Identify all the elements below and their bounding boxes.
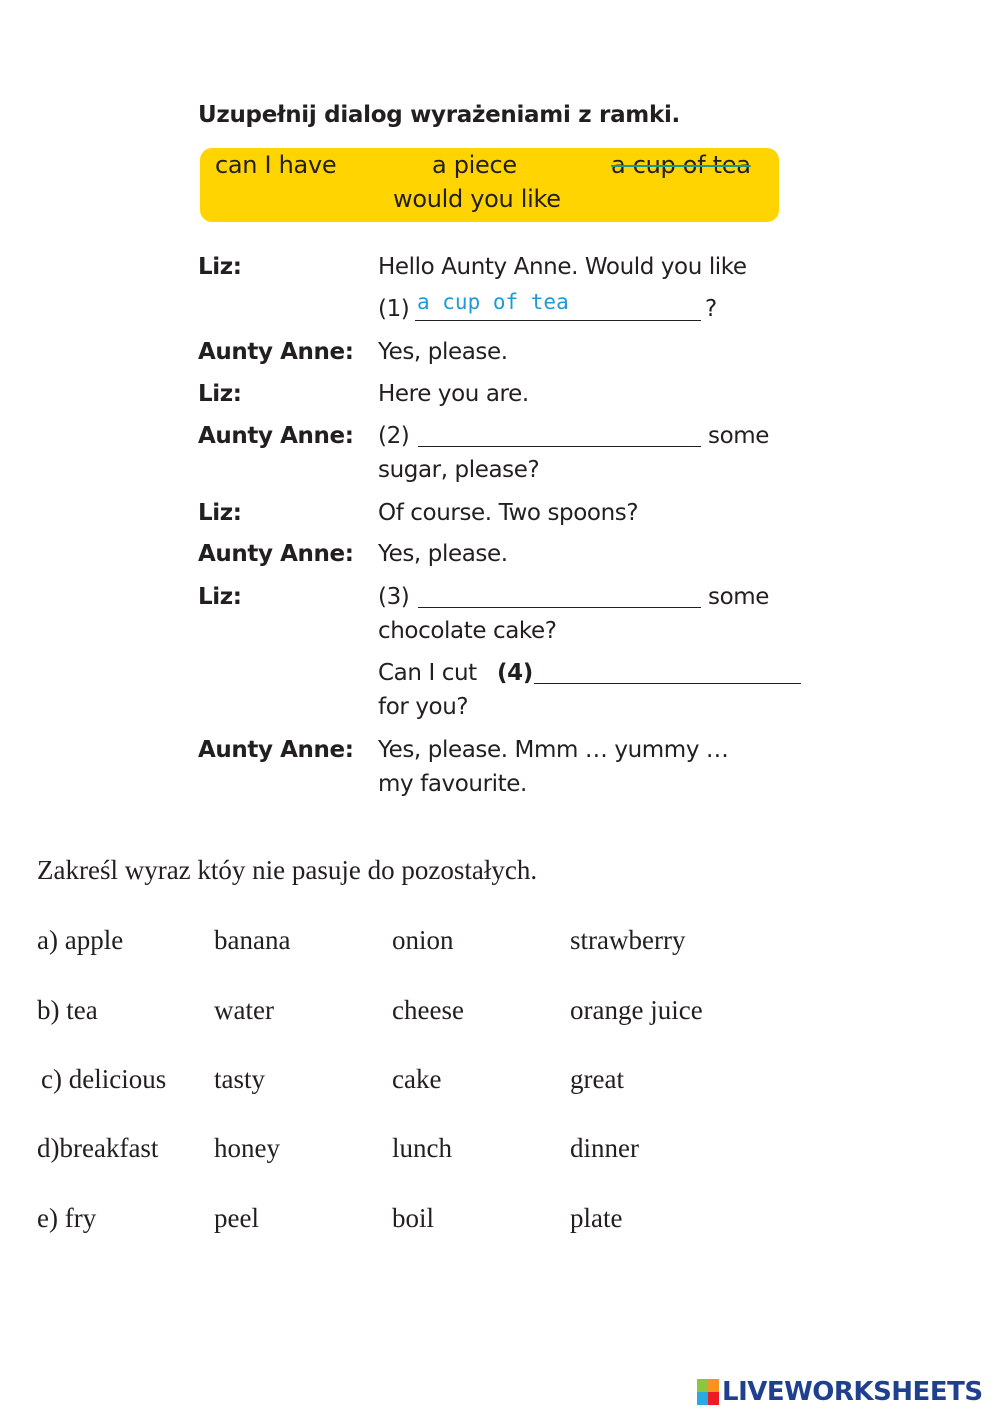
word-option[interactable]: b) tea xyxy=(37,995,98,1025)
word-option[interactable]: plate xyxy=(570,1203,623,1233)
speaker-label: Aunty Anne: xyxy=(198,541,354,567)
word-option[interactable]: honey xyxy=(214,1133,280,1163)
speaker-label: Liz: xyxy=(198,500,242,526)
word-box-item-struck: a cup of tea xyxy=(611,151,751,179)
speaker-label: Liz: xyxy=(198,254,242,280)
dialogue-line: some xyxy=(708,423,770,449)
word-option[interactable]: tasty xyxy=(214,1064,265,1094)
dialogue-line: Yes, please. xyxy=(378,339,508,365)
word-box-item: would you like xyxy=(393,185,561,213)
answer-blank-2[interactable] xyxy=(418,446,701,447)
dialogue-line: Yes, please. xyxy=(378,541,508,567)
dialogue-line: Hello Aunty Anne. Would you like xyxy=(378,254,747,280)
speaker-label: Aunty Anne: xyxy=(198,339,354,365)
liveworksheets-logo xyxy=(697,1376,983,1408)
answer-blank-4[interactable] xyxy=(534,683,801,684)
word-option[interactable]: great xyxy=(570,1064,624,1094)
dialogue-line: Of course. Two spoons? xyxy=(378,500,639,526)
word-option[interactable]: banana xyxy=(214,925,291,955)
word-option[interactable]: onion xyxy=(392,925,454,955)
word-option[interactable]: cake xyxy=(392,1064,442,1094)
dialogue-line: sugar, please? xyxy=(378,457,540,483)
answer-blank-3[interactable] xyxy=(418,607,701,608)
logo-text: LIVEWORKSHEETS xyxy=(722,1377,983,1407)
speaker-label: Liz: xyxy=(198,381,242,407)
dialogue-line: Can I cut xyxy=(378,660,477,686)
exercise2-instruction: Zakreśl wyraz któy nie pasuje do pozostałych. xyxy=(37,855,538,885)
answer-blank-1[interactable] xyxy=(415,320,701,321)
word-box-item: a piece xyxy=(432,151,517,179)
question-mark: ? xyxy=(705,296,717,322)
word-option[interactable]: water xyxy=(214,995,274,1025)
blank-number: (4) xyxy=(497,660,533,686)
dialogue-line: my favourite. xyxy=(378,771,527,797)
dialogue-line: some xyxy=(708,584,770,610)
dialogue-line: chocolate cake? xyxy=(378,618,557,644)
word-option[interactable]: strawberry xyxy=(570,925,686,955)
blank-number: (2) xyxy=(378,423,410,449)
blank-number: (3) xyxy=(378,584,410,610)
word-option[interactable]: dinner xyxy=(570,1133,639,1163)
speaker-label: Liz: xyxy=(198,584,242,610)
word-option[interactable]: orange juice xyxy=(570,995,703,1025)
exercise1-instruction: Uzupełnij dialog wyrażeniami z ramki. xyxy=(198,102,680,128)
word-option[interactable]: boil xyxy=(392,1203,435,1233)
blank-number: (1) xyxy=(378,296,410,322)
answer-text-1[interactable]: a cup of tea xyxy=(417,290,569,314)
dialogue-line: Here you are. xyxy=(378,381,529,407)
word-option[interactable]: cheese xyxy=(392,995,464,1025)
speaker-label: Aunty Anne: xyxy=(198,423,354,449)
word-option[interactable]: e) fry xyxy=(37,1203,97,1233)
word-option[interactable]: c) delicious xyxy=(41,1064,167,1094)
speaker-label: Aunty Anne: xyxy=(198,737,354,763)
dialogue-line: for you? xyxy=(378,694,469,720)
word-option[interactable]: a) apple xyxy=(37,925,124,955)
dialogue-line: Yes, please. Mmm … yummy … xyxy=(378,737,729,763)
word-option[interactable]: peel xyxy=(214,1203,259,1233)
word-option[interactable]: lunch xyxy=(392,1133,452,1163)
logo-blocks-icon xyxy=(697,1379,719,1405)
word-box-item: can I have xyxy=(215,151,337,179)
word-option[interactable]: d)breakfast xyxy=(37,1133,159,1163)
